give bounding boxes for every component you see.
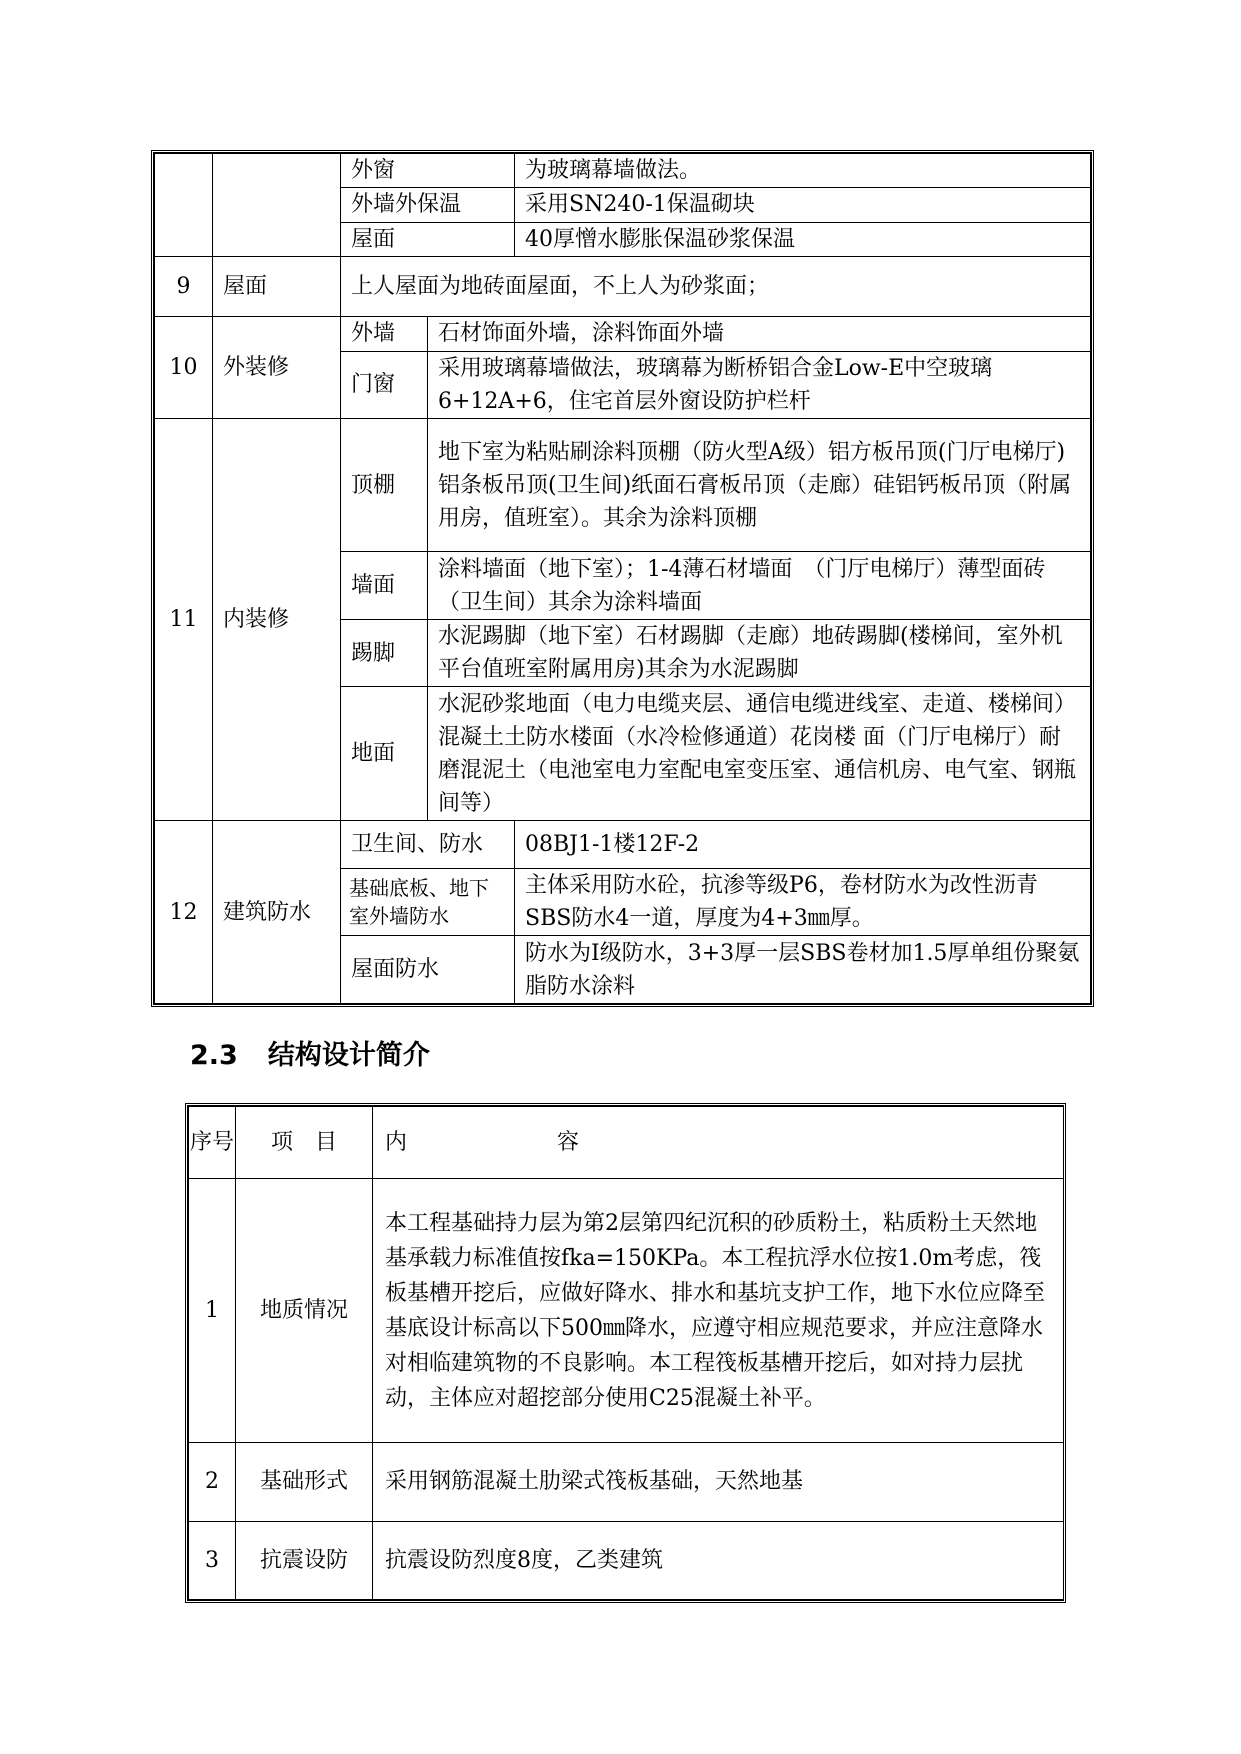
building-finishes-table <box>151 150 1094 1007</box>
item-cell: 墙面 <box>341 552 428 620</box>
content-cell: 水泥砂浆地面（电力电缆夹层、通信电缆进线室、走道、楼梯间）混凝土土防水楼面（水冷检修通道）花岗楼 面（门厅电梯厅）耐磨混泥土（电池室电力室配电室变压室、通信机房、电气室、钢瓶间等） <box>428 687 1091 821</box>
row-number: 12 <box>155 821 213 1004</box>
row-name: 外装修 <box>213 317 341 419</box>
row-name: 屋面 <box>213 256 341 316</box>
item-cell: 卫生间、防水 <box>341 821 515 868</box>
row-number: 11 <box>155 419 213 821</box>
header-item: 项 目 <box>236 1107 373 1179</box>
content-cell: 为玻璃幕墙做法。 <box>515 154 1091 188</box>
section-heading <box>190 1036 430 1076</box>
row-name: 建筑防水 <box>213 821 341 1004</box>
content-cell: 涂料墙面（地下室）；1-4薄石材墙面 （门厅电梯厅）薄型面砖（卫生间）其余为涂料墙面 <box>428 552 1091 620</box>
table-cell-empty <box>213 154 341 257</box>
table-cell-empty <box>155 154 213 257</box>
structural-design-table <box>185 1103 1066 1603</box>
content-cell: 地下室为粘贴刷涂料顶棚（防火型A级）铝方板吊顶(门厅电梯厅)铝条板吊顶(卫生间)纸面石膏板吊顶（走廊）硅铝钙板吊顶（附属用房，值班室）。其余为涂料顶棚 <box>428 419 1091 552</box>
item-cell: 屋面 <box>341 222 515 256</box>
row-item: 抗震设防 <box>236 1521 373 1599</box>
row-number: 2 <box>189 1443 236 1521</box>
content-cell: 防水为Ⅰ级防水，3+3厚一层SBS卷材加1.5厚单组份聚氨脂防水涂料 <box>515 936 1091 1004</box>
row-item: 基础形式 <box>236 1443 373 1521</box>
item-cell: 外窗 <box>341 154 515 188</box>
row-number: 9 <box>155 256 213 316</box>
item-cell: 外墙外保温 <box>341 188 515 222</box>
content-cell: 水泥踢脚（地下室）石材踢脚（走廊）地砖踢脚(楼梯间，室外机平台值班室附属用房)其余为水泥踢脚 <box>428 619 1091 687</box>
item-cell: 地面 <box>341 687 428 821</box>
header-content-b: 容 <box>557 1130 580 1156</box>
item-cell: 顶棚 <box>341 419 428 552</box>
row-content: 本工程基础持力层为第2层第四纪沉积的砂质粉土，粘质粉土天然地基承载力标准值按fka=150KPa。本工程抗浮水位按1.0m考虑，筏板基槽开挖后，应做好降水、排水和基坑支护工作，地下水位应降至基底设计标高以下500㎜降水，应遵守相应规范要求，并应注意降水对相临建筑物的不良影响。本工程筏板基槽开挖后，如对持力层扰动，主体应对超挖部分使用C25混凝土补平。 <box>373 1179 1064 1443</box>
row-number: 1 <box>189 1179 236 1443</box>
header-content-a: 内 <box>385 1130 408 1156</box>
row-content: 采用钢筋混凝土肋梁式筏板基础，天然地基 <box>373 1443 1064 1521</box>
content-cell: 08BJ1-1楼12F-2 <box>515 821 1091 868</box>
content-cell: 40厚憎水膨胀保温砂浆保温 <box>515 222 1091 256</box>
row-number: 3 <box>189 1521 236 1599</box>
item-cell: 门窗 <box>341 351 428 419</box>
item-cell: 基础底板、地下室外墙防水 <box>341 868 515 936</box>
content-cell: 上人屋面为地砖面屋面，不上人为砂浆面； <box>341 256 1091 316</box>
content-cell: 石材饰面外墙，涂料饰面外墙 <box>428 317 1091 351</box>
row-number: 10 <box>155 317 213 419</box>
section-title: 结构设计简介 <box>267 1040 430 1071</box>
section-number: 2.3 <box>190 1040 238 1071</box>
content-cell: 主体采用防水砼，抗渗等级P6，卷材防水为改性沥青SBS防水4一道，厚度为4+3㎜厚。 <box>515 868 1091 936</box>
item-cell: 外墙 <box>341 317 428 351</box>
row-content: 抗震设防烈度8度，乙类建筑 <box>373 1521 1064 1599</box>
content-cell: 采用玻璃幕墙做法，玻璃幕为断桥铝合金Low-E中空玻璃6+12A+6，住宅首层外窗设防护栏杆 <box>428 351 1091 419</box>
header-content <box>373 1107 1064 1179</box>
header-seq: 序号 <box>189 1107 236 1179</box>
item-cell: 踢脚 <box>341 619 428 687</box>
item-cell: 屋面防水 <box>341 936 515 1004</box>
content-cell: 采用SN240-1保温砌块 <box>515 188 1091 222</box>
row-item: 地质情况 <box>236 1179 373 1443</box>
row-name: 内装修 <box>213 419 341 821</box>
